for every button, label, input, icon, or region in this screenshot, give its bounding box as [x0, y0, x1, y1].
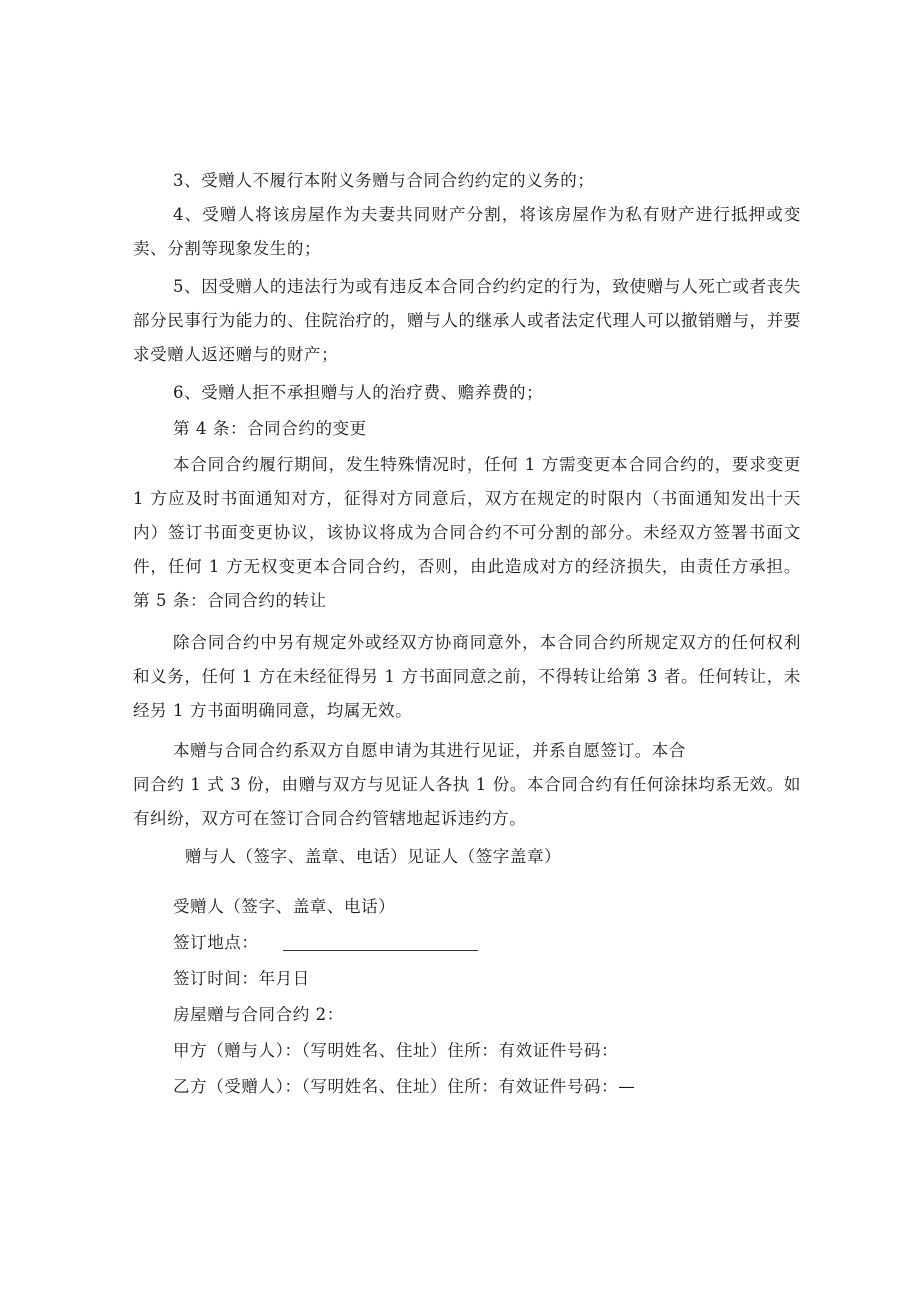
signing-place-blank — [283, 949, 478, 951]
clause-6: 6、受赠人拒不承担赠与人的治疗费、赡养费的； — [173, 383, 544, 402]
signature-donee: 受赠人（签字、盖章、电话） — [173, 897, 396, 916]
signing-place-label: 签订地点： — [173, 933, 259, 952]
signing-time: 签订时间：年月日 — [173, 969, 310, 988]
clause-3: 3、受赠人不履行本附义务赠与合同合约约定的义务的； — [173, 171, 595, 190]
article-4-title: 第 4 条：合同合约的变更 — [173, 419, 367, 438]
article-4-body: 本合同合约履行期间，发生特殊情况时，任何 1 方需变更本合同合约的，要求变更 1 方应及时书面通知对方，征得对方同意后，双方在规定的时限内（书面通知发出十天内）签订书面变更协议，该协议将成为合同合约不可分割的部分。未经双方签署书面文件，任何 1 方无权变更本合同合约，否则，由此造成对方的经济损失，由责任方承担。第 5 条：合同合约的转让 — [133, 455, 801, 610]
clause-4: 4、受赠人将该房屋作为夫妻共同财产分割，将该房屋作为私有财产进行抵押或变卖、分割等现象发生的； — [133, 205, 801, 258]
signing-place — [173, 926, 478, 960]
clause-5: 5、因受赠人的违法行为或有违反本合同合约约定的行为，致使赠与人死亡或者丧失部分民事行为能力的、住院治疗的，赠与人的继承人或者法定代理人可以撤销赠与，并要求受赠人返还赠与的财产； — [133, 277, 801, 364]
closing-line-1: 本赠与合同合约系双方自愿申请为其进行见证，并系自愿签订。本合 — [173, 741, 686, 760]
article-5-body: 除合同合约中另有规定外或经双方协商同意外，本合同合约所规定双方的任何权利和义务，任何 1 方在未经征得另 1 方书面同意之前，不得转让给第 3 者。任何转让，未经另 1 方书面明确同意，均属无效。 — [133, 633, 801, 720]
contract-2-title: 房屋赠与合同合约 2： — [173, 1005, 344, 1024]
closing-line-2: 同合约 1 式 3 份，由赠与双方与见证人各执 1 份。本合同合约有任何涂抹均系无效。如有纠纷，双方可在签订合同合约管辖地起诉违约方。 — [133, 775, 801, 828]
party-b: 乙方（受赠人）：（写明姓名、住址）住所：有效证件号码：— — [173, 1077, 636, 1096]
party-a: 甲方（赠与人）：（写明姓名、住址）住所：有效证件号码： — [173, 1041, 619, 1060]
signature-donor-witness: 赠与人（签字、盖章、电话）见证人（签字盖章） — [185, 847, 562, 866]
